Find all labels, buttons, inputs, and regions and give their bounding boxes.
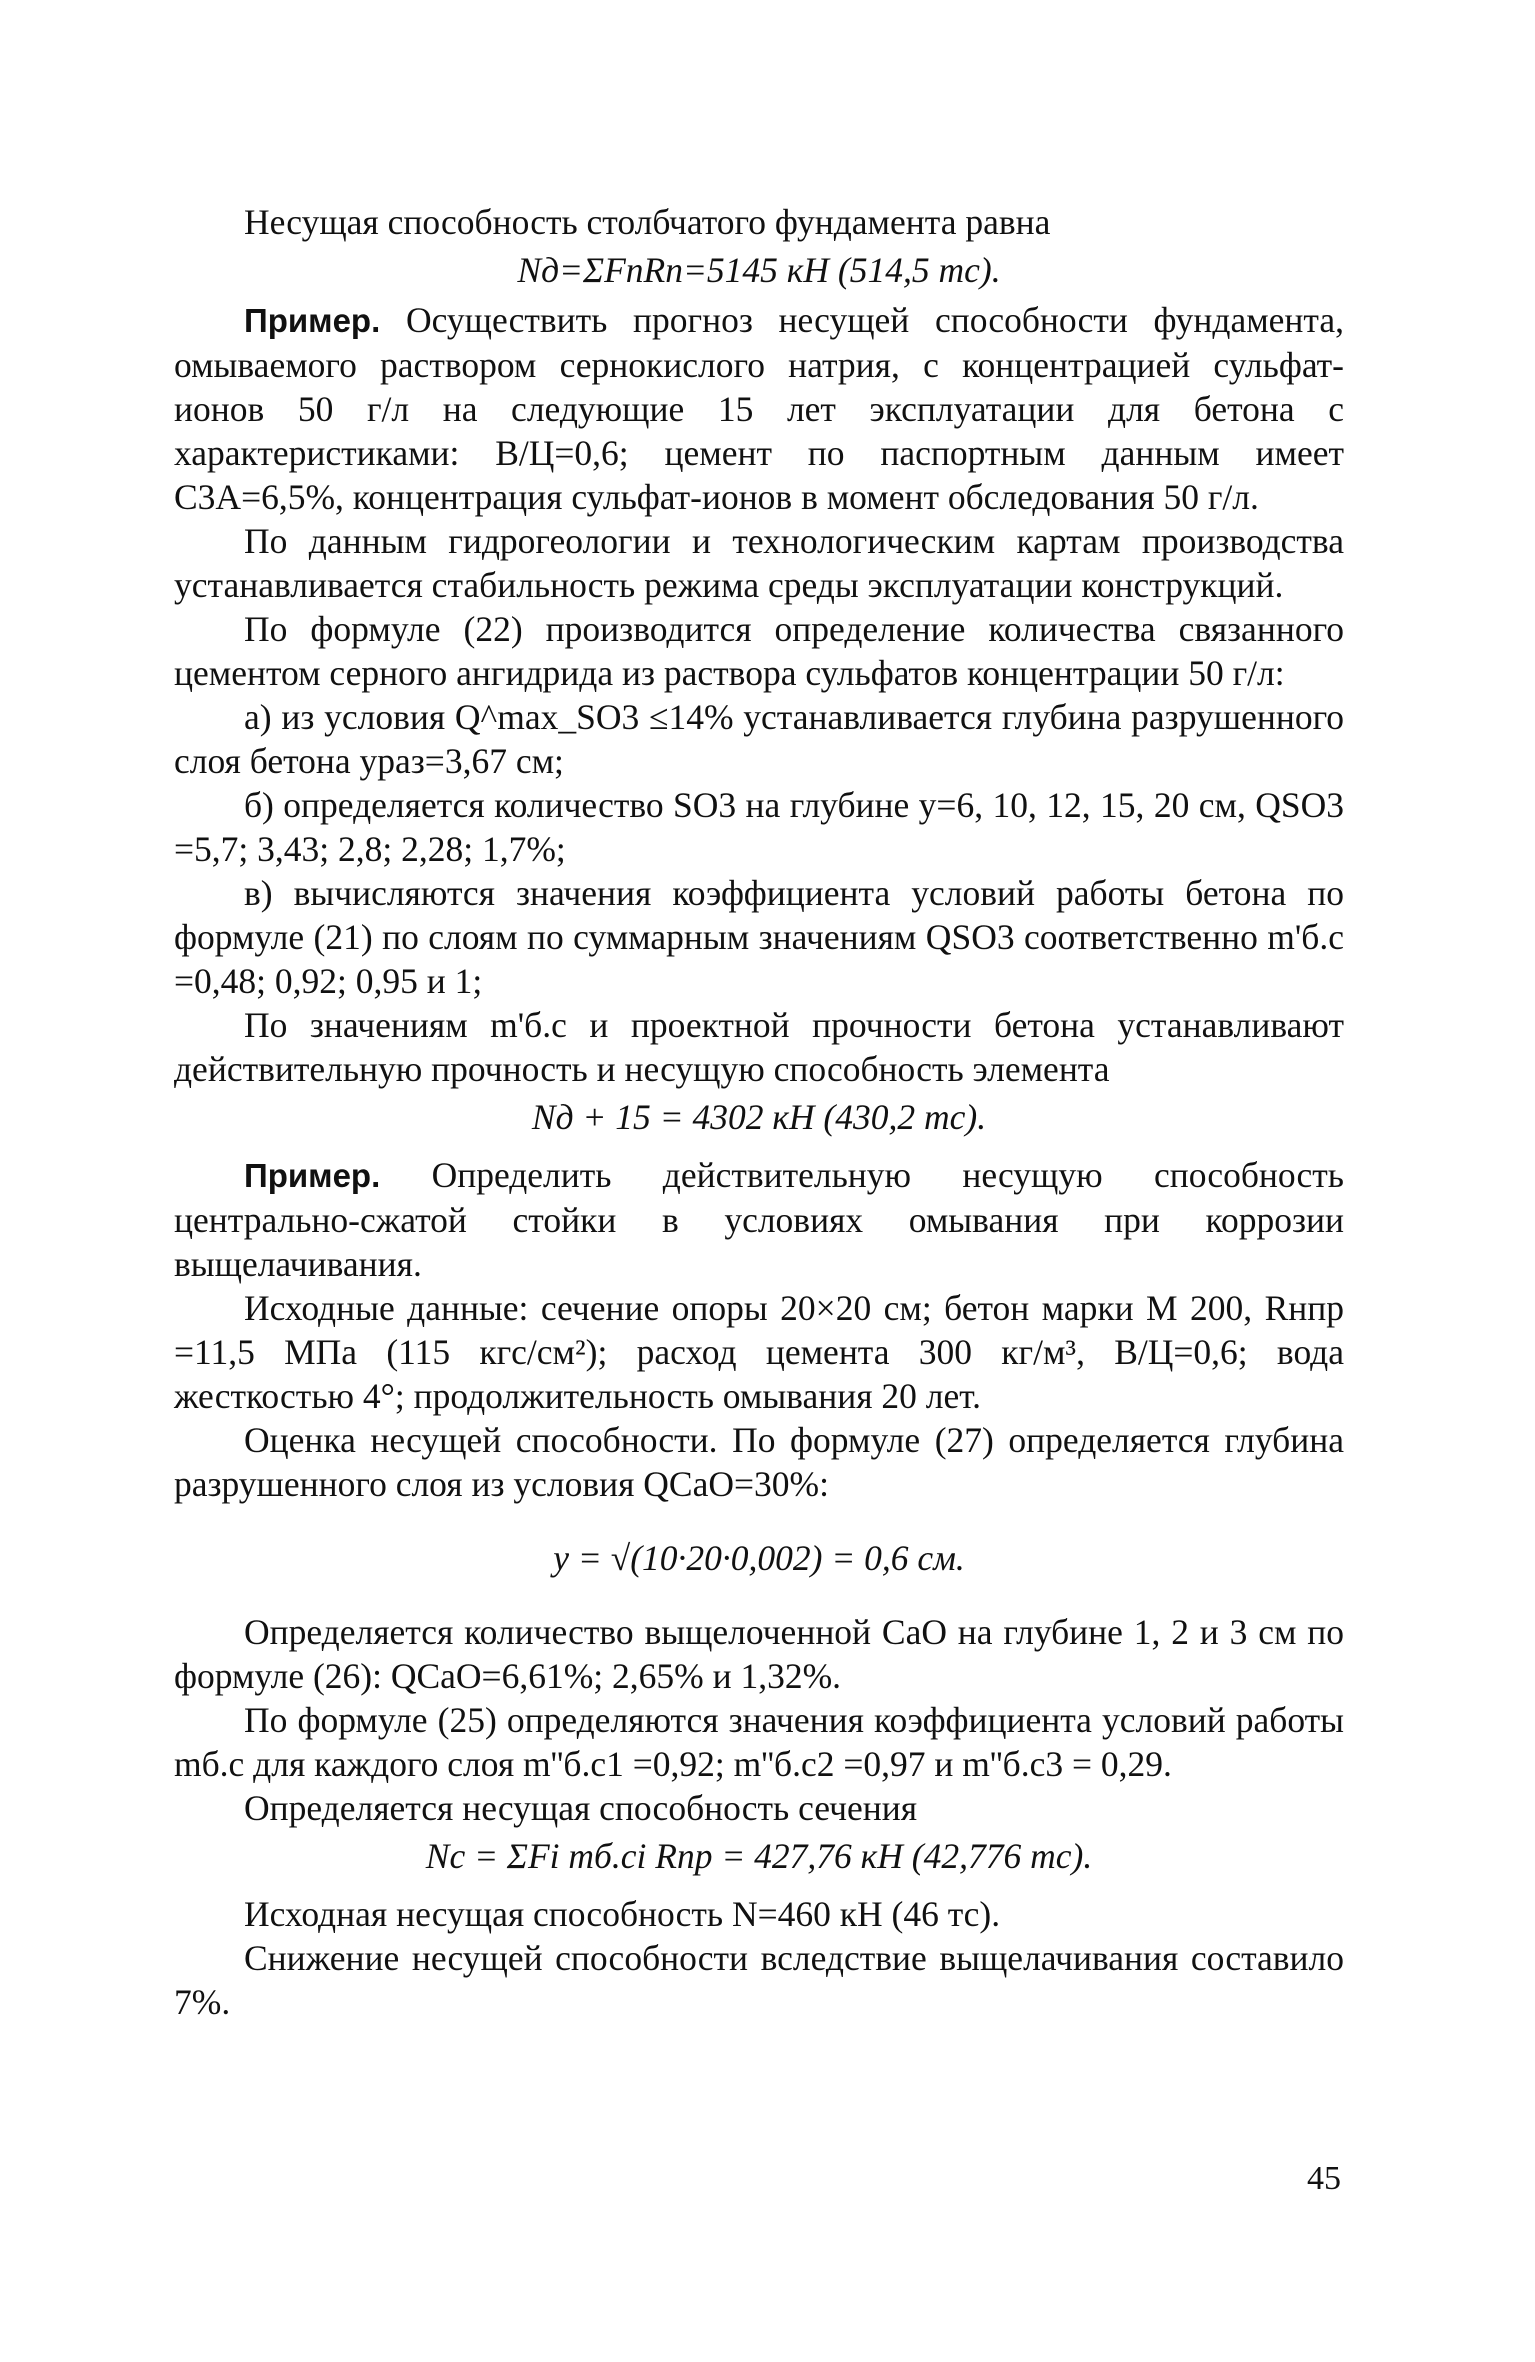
- equation-text: Nд=ΣFпRп=5145 кН (514,5 тс).: [517, 250, 1001, 290]
- paragraph: [174, 871, 1344, 1003]
- paragraph: [174, 695, 1344, 783]
- paragraph: [174, 1786, 1344, 1830]
- paragraph: [174, 607, 1344, 695]
- paragraph-text: в) вычисляются значения коэффициента условий работы бетона по формуле (21) по слоям по суммарным значениям QSO3 соответственно m'б.с =0,48; 0,92; 0,95 и 1;: [174, 873, 1344, 1001]
- paragraph-text: Исходные данные: сечение опоры 20×20 см; бетон марки М 200, Rнпр =11,5 МПа (115 кгс/см²); расход цемента 300 кг/м³, В/Ц=0,6; вода жесткостью 4°; продолжительность омывания 20 лет.: [174, 1288, 1344, 1416]
- paragraph-text: По формуле (22) производится определение количества связанного цементом серного ангидрида из раствора сульфатов концентрации 50 г/л:: [174, 609, 1344, 693]
- paragraph: [174, 1698, 1344, 1786]
- paragraph: [174, 1153, 1344, 1286]
- paragraph-text: Оценка несущей способности. По формуле (27) определяется глубина разрушенного слоя из условия QCaO=30%:: [174, 1420, 1344, 1504]
- page-number: 45: [1307, 2160, 1341, 2197]
- paragraph-text: а) из условия Q^max_SO3 ≤14% устанавливается глубина разрушенного слоя бетона yраз=3,67 см;: [174, 697, 1344, 781]
- paragraph-text: Исходная несущая способность N=460 кН (46 тс).: [244, 1894, 1001, 1934]
- paragraph-text: Снижение несущей способности вследствие выщелачивания составило 7%.: [174, 1938, 1344, 2022]
- paragraph: [174, 1418, 1344, 1506]
- paragraph-text: Определяется количество выщелоченной CaO на глубине 1, 2 и 3 см по формуле (26): QCaO=6,61%; 2,65% и 1,32%.: [174, 1612, 1344, 1696]
- run-in-heading: Пример.: [244, 1157, 381, 1194]
- equation: [174, 248, 1344, 292]
- equation: [174, 1536, 1344, 1580]
- paragraph: [174, 1892, 1344, 1936]
- text-block: [174, 200, 1344, 2024]
- paragraph: [174, 298, 1344, 519]
- paragraph-text: Несущая способность столбчатого фундамента равна: [244, 202, 1051, 242]
- paragraph-text: Осуществить прогноз несущей способности фундамента, омываемого раствором сернокислого натрия, с концентрацией сульфат-ионов 50 г/л на следующие 15 лет эксплуатации для бетона с характеристиками: В/Ц=0,6; цемент по паспортным данным имеет C3A=6,5%, концентрация сульфат-ионов в момент обследования 50 г/л.: [174, 300, 1344, 517]
- paragraph-text: По данным гидрогеологии и технологическим картам производства устанавливается стабильность режима среды эксплуатации конструкций.: [174, 521, 1344, 605]
- paragraph: [174, 1003, 1344, 1091]
- paragraph-text: По значениям m'б.с и проектной прочности бетона устанавливают действительную прочность и несущую способность элемента: [174, 1005, 1344, 1089]
- equation: [174, 1095, 1344, 1139]
- equation-text: Nс = ΣFi mб.сi Rпр = 427,76 кН (42,776 тс).: [425, 1836, 1093, 1876]
- paragraph: [174, 783, 1344, 871]
- paragraph-text: Определяется несущая способность сечения: [244, 1788, 918, 1828]
- paragraph: [174, 1286, 1344, 1418]
- paragraph: [174, 1610, 1344, 1698]
- paragraph: [174, 519, 1344, 607]
- equation-text: y = √(10·20·0,002) = 0,6 см.: [553, 1538, 965, 1578]
- paragraph: [174, 1936, 1344, 2024]
- paragraph-text: По формуле (25) определяются значения коэффициента условий работы mб.с для каждого слоя m''б.с1 =0,92; m''б.с2 =0,97 и m''б.с3 = 0,29.: [174, 1700, 1344, 1784]
- equation-text: Nд + 15 = 4302 кН (430,2 тс).: [531, 1097, 987, 1137]
- equation: [174, 1834, 1344, 1878]
- run-in-heading: Пример.: [244, 302, 381, 339]
- paragraph-text: Определить действительную несущую способность центрально-сжатой стойки в условиях омывания при коррозии выщелачивания.: [174, 1155, 1344, 1284]
- paragraph-text: б) определяется количество SO3 на глубине y=6, 10, 12, 15, 20 см, QSO3 =5,7; 3,43; 2,8; 2,28; 1,7%;: [174, 785, 1344, 869]
- paragraph: [174, 200, 1344, 244]
